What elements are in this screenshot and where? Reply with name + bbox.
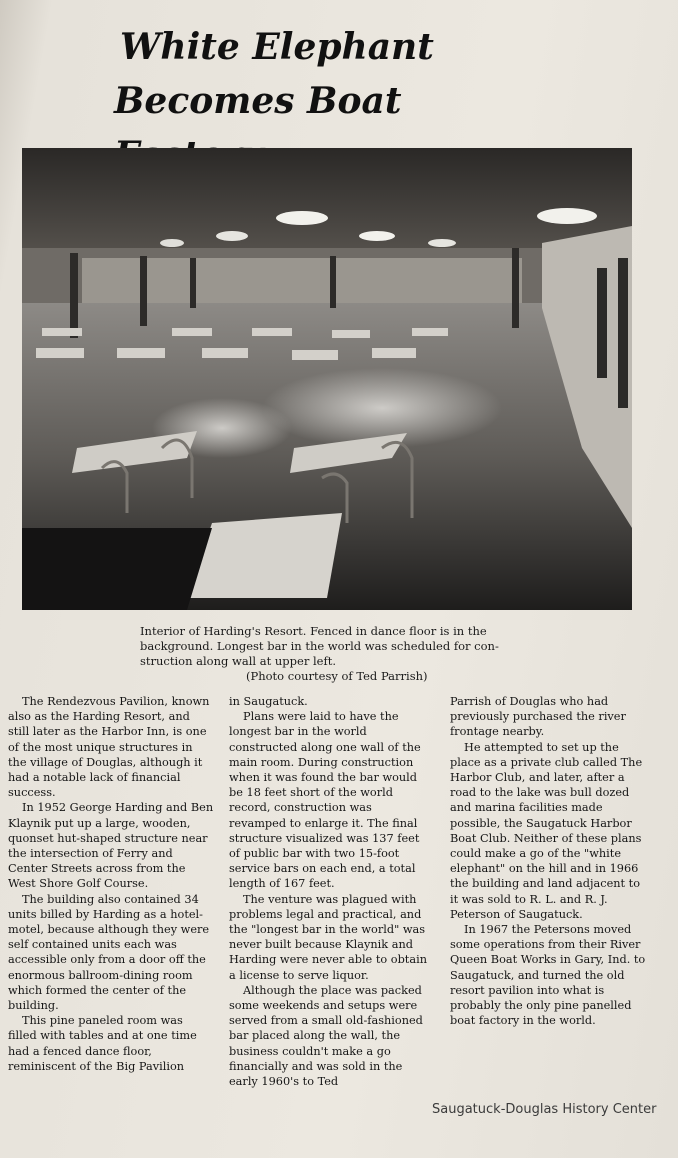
column-3-paragraph: In 1967 the Petersons moved some operations from their River Queen Boat Works in Gary, Ind. to Saugatuck, and turned the old resort pavilion into what is probably the only pine panelled boat factory in the world.	[450, 923, 646, 1028]
caption-line-1: Interior of Harding's Resort. Fenced in dance floor is in the	[140, 624, 487, 638]
column-2-paragraph: in Saugatuck.	[229, 695, 308, 708]
column-3-paragraph: Parrish of Douglas who had previously purchased the river frontage nearby.	[450, 695, 626, 739]
column-2-paragraph: Although the place was packed some weekends and setups were served from a small old-fashioned bar placed along the wall, the business couldn't make a go financially and was sold in the early 1960's to Ted	[229, 983, 423, 1089]
photo-illustration	[22, 148, 632, 610]
caption-line-2: background. Longest bar in the world was scheduled for con-	[140, 639, 499, 653]
article-column-2	[229, 694, 429, 1089]
column-1-paragraph: The building also contained 34 units billed by Harding as a hotel-motel, because although they were self contained units each was accessible only from a door off the enormous ballroom-dining room which formed the center of the building.	[8, 892, 210, 1013]
headline-line-1: White Elephant	[120, 26, 434, 68]
column-2-paragraph: The venture was plagued with problems legal and practical, and the "longest bar in the world" was never built because Klaynik and Harding were never able to obtain a license to serve liquor.	[229, 892, 427, 982]
column-2-paragraph: Plans were laid to have the longest bar in the world constructed along one wall of the main room. During construction when it was found the bar would be 18 feet short of the world record, construction was revamped to enlarge it. The final structure visualized was 137 feet of public bar with two 15-foot service bars on each end, a total length of 167 feet.	[229, 710, 421, 891]
photo-credit: (Photo courtesy of Ted Parrish)	[246, 669, 428, 683]
column-1-paragraph: This pine paneled room was filled with tables and at one time had a fenced dance floor, reminiscent of the Big Pavilion	[8, 1014, 197, 1073]
headline-line-2: Becomes Boat	[114, 80, 402, 122]
column-3-paragraph: He attempted to set up the place as a private club called The Harbor Club, and later, after a road to the lake was bull dozed and marina facilities made possible, the Saugatuck Harbor Boat Club. Neither of these plans could make a go of the "white elephant" on the hill and in 1966 the building and land adjacent to it was sold to R. L. and R. J. Peterson of Saugatuck.	[450, 740, 643, 921]
article-column-3	[450, 694, 650, 1028]
caption-line-3: struction along wall at upper left.	[140, 654, 336, 668]
dance-hall-interior-photo	[22, 148, 632, 610]
column-1-paragraph: In 1952 George Harding and Ben Klaynik put up a large, wooden, quonset hut-shaped structure near the intersection of Ferry and Center Streets across from the West Shore Golf Course.	[8, 801, 214, 891]
article-column-1	[8, 694, 214, 1074]
watermark: Saugatuck-Douglas History Center	[432, 1102, 657, 1117]
column-1-paragraph: The Rendezvous Pavilion, known also as the Harding Resort, and still later as the Harbor Inn, is one of the most unique structures in the village of Douglas, although it had a notable lack of financial success.	[8, 695, 210, 800]
photo-caption	[140, 624, 530, 684]
